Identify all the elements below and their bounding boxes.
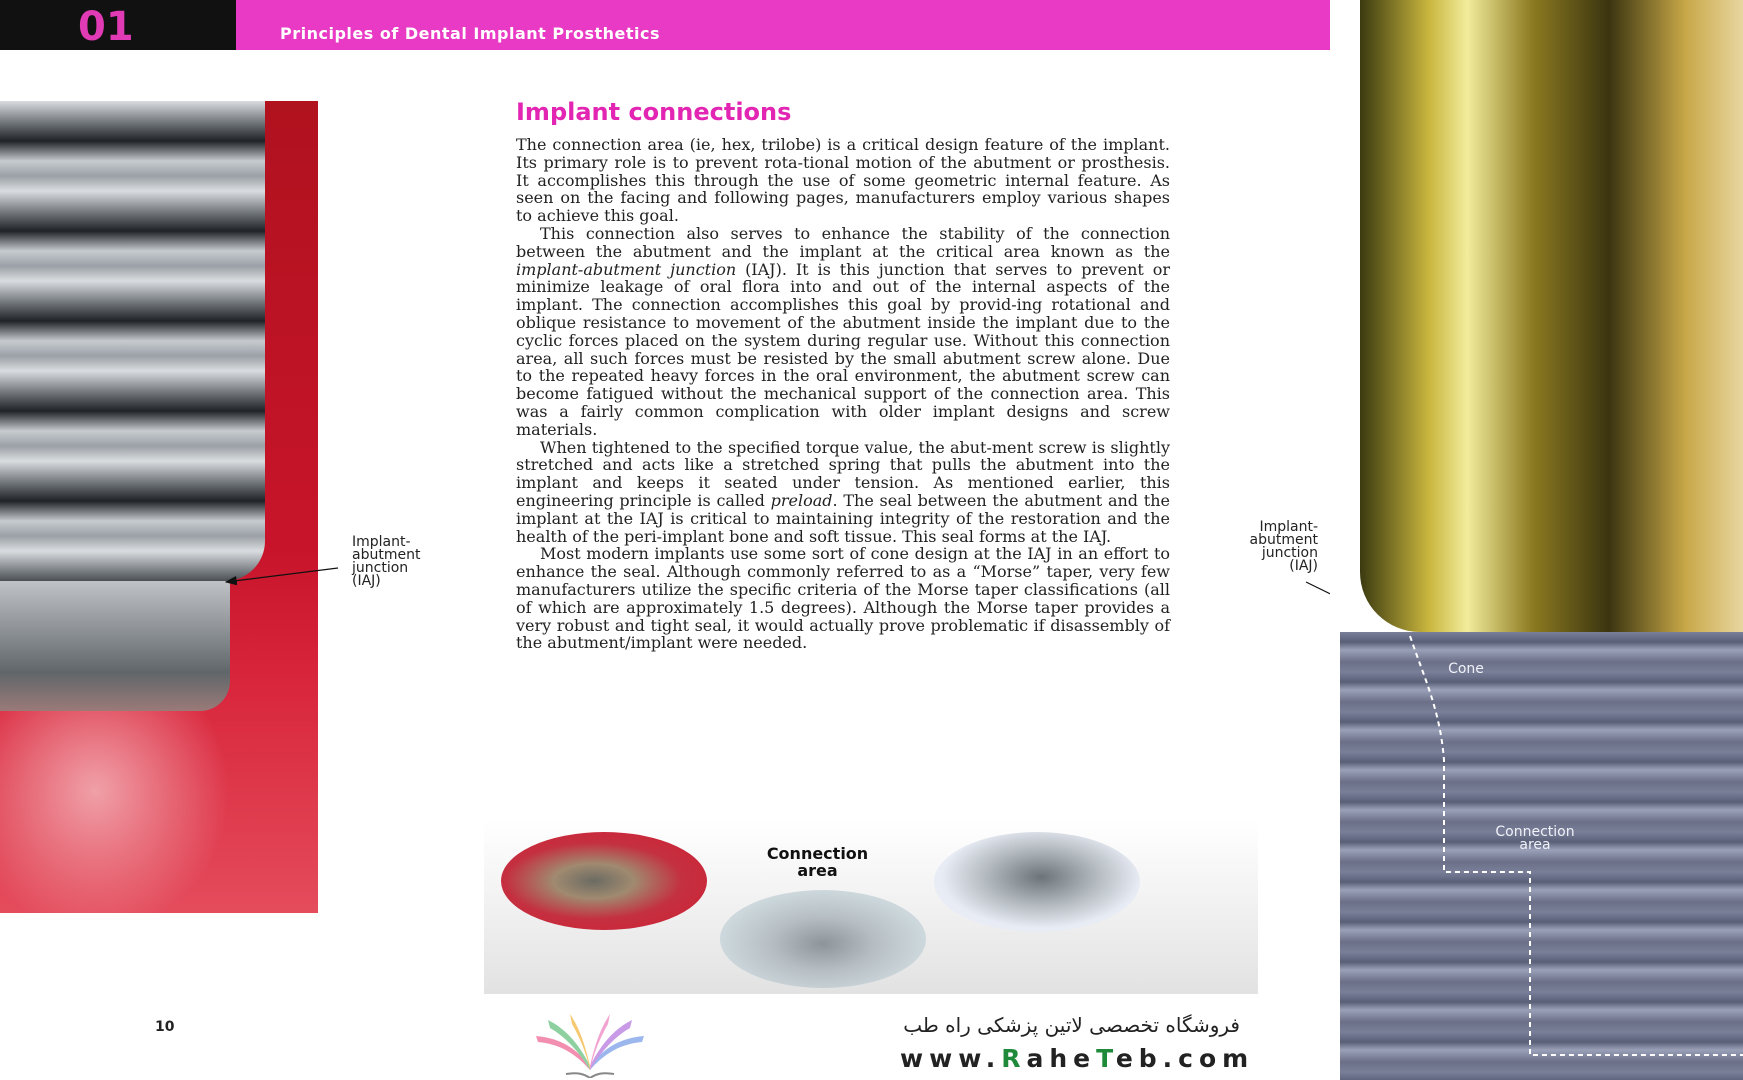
callout-line: junction [352, 560, 409, 576]
right-implant-photo [1330, 0, 1743, 1080]
store-url [900, 1044, 1255, 1073]
book-logo-icon [526, 1008, 654, 1078]
paragraph-text: . The seal between the abutment and the implant at the IAJ is critical to maintaining integrity of the restoration and the health of the peri-implant bone and soft tissue. This seal forms at the IAJ. [516, 490, 1170, 546]
label-line: Connection [1495, 824, 1575, 840]
callout-line: (IAJ) [1289, 558, 1318, 574]
connection-area-right-label [1480, 826, 1590, 852]
url-part: www. [900, 1044, 1002, 1073]
callout-line: abutment [352, 547, 421, 563]
paragraph: The connection area (ie, hex, trilobe) is a critical design feature of the implant. Its primary role is to prevent rota-tional motion of the abutment or prosthesis. It accomplishes this through the use of some geometric internal feature. As seen on the facing and following pages, manufacturers employ various shapes to achieve this goal. [516, 135, 1170, 226]
section-heading: Implant connections [516, 98, 792, 126]
callout-line: Implant- [352, 534, 411, 550]
url-part: T [1096, 1044, 1116, 1073]
label-line: area [1519, 837, 1551, 853]
url-part: eb.com [1115, 1044, 1255, 1073]
paragraph-text: This connection also serves to enhance the stability of the connection between the abutment and the implant at the critical area known as the [516, 223, 1170, 261]
label-line: area [797, 861, 838, 880]
callout-line: junction [1261, 545, 1318, 561]
callout-line: abutment [1249, 532, 1318, 548]
url-part: R [1001, 1044, 1027, 1073]
emphasized-term: implant-abutment junction [516, 259, 737, 279]
connection-area-label [730, 845, 905, 879]
connection-outline [1330, 0, 1743, 1080]
abutment-screw-photo [934, 832, 1140, 932]
paragraph [516, 225, 1170, 439]
paragraph-text: When tightened to the specified torque value, the abut-ment screw is slightly stretched and acts like a stretched spring that pulls the abutment into the implant and keeps it seated under tension. As mentioned earlier, this engineering principle is called [516, 437, 1170, 510]
paragraph [516, 439, 1170, 546]
implant-threads [0, 101, 265, 581]
right-iaj-callout [1214, 521, 1318, 573]
body-text [516, 136, 1170, 652]
left-implant-photo [0, 101, 318, 913]
emphasized-term: preload [770, 490, 833, 510]
left-iaj-callout [352, 536, 420, 588]
callout-line: (IAJ) [352, 573, 381, 589]
page-number: 10 [155, 1019, 175, 1035]
callout-line: Implant- [1259, 519, 1318, 535]
implant-in-tissue-photo [501, 832, 707, 930]
abutment-connection-photo [720, 890, 926, 988]
url-part: ahe [1026, 1044, 1097, 1073]
paragraph: Most modern implants use some sort of cone design at the IAJ in an effort to enhance the seal. Although commonly referred to as a “Morse” taper, very few manufacturers utilize the specific criteria of the Morse taper classifications (all of which are approximately 1.5 degrees). Although the Morse taper provides a very robust and tight seal, it would actually prove problematic if disassembly of the abutment/implant were needed. [516, 544, 1170, 653]
store-name: فروشگاه تخصصی لاتین پزشکی راه طب [903, 1013, 1240, 1037]
chapter-number: 01 [0, 0, 236, 50]
label-line: Connection [766, 844, 869, 863]
paragraph-text: (IAJ). It is this junction that serves to prevent or minimize leakage of oral flora into and out of the internal aspects of the implant. The connection accomplishes this goal by provid-ing rotational and oblique resistance to movement of the abutment inside the implant due to the cyclic forces placed on the system during regular use. Without this connection area, all such forces must be resisted by the small abutment screw alone. Due to the repeated heavy forces in the oral environment, the abutment screw can become fatigued without the mechanical support of the connection area. This was a fairly common complication with older implant designs and screw materials. [516, 259, 1170, 439]
running-title: Principles of Dental Implant Prosthetics [280, 24, 661, 43]
cone-label: Cone [1448, 661, 1484, 677]
implant-collar [0, 581, 230, 711]
